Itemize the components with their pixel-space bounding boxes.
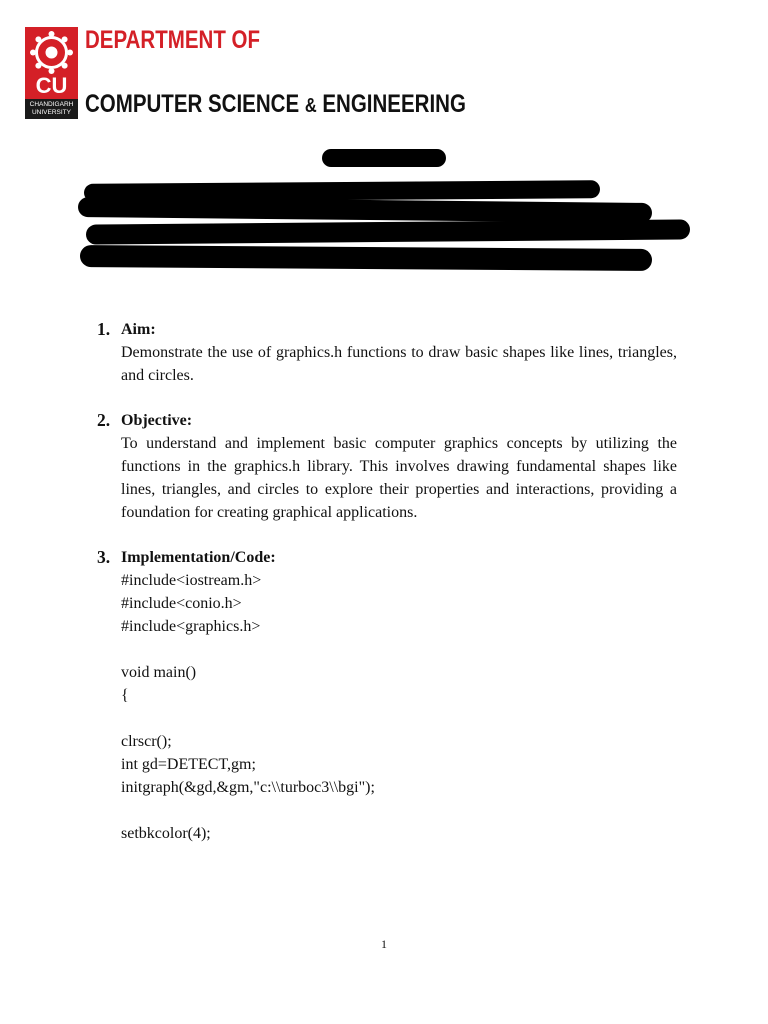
section-heading: Implementation/Code: <box>121 549 276 566</box>
section-heading: Aim: <box>121 321 156 338</box>
dept-name-part2: ENGINEERING <box>316 90 466 118</box>
section-text: Demonstrate the use of graphics.h functions to draw basic shapes like lines, triangles, and circles. <box>121 344 677 384</box>
code-line: initgraph(&gd,&gm,"c:\\turboc3\\bgi"); <box>121 779 375 796</box>
code-line <box>121 707 677 730</box>
redaction-line-4 <box>80 245 652 271</box>
section-heading: Objective: <box>121 412 193 429</box>
page-number: 1 <box>381 937 387 951</box>
redaction-line-2 <box>78 197 652 223</box>
code-line <box>121 799 677 822</box>
section-text: To understand and implement basic computer graphics concepts by utilizing the functions in the graphics.h library. This involves drawing fundamental shapes like lines, triangles, and circles to explore their properties and interactions, providing a foundation for creating graphical applications. <box>121 435 677 521</box>
dept-name-ampersand: & <box>304 95 317 117</box>
redaction-line-3 <box>86 219 690 244</box>
gear-emblem-icon <box>28 29 75 76</box>
section-implementation <box>97 546 677 845</box>
section-number: 2. <box>97 410 111 430</box>
experiment-content <box>97 318 677 867</box>
code-line: setbkcolor(4); <box>121 825 211 842</box>
logo-university-name <box>25 99 78 119</box>
redaction-title <box>322 149 446 167</box>
code-line: void main() <box>121 664 197 681</box>
code-line: int gd=DETECT,gm; <box>121 756 256 773</box>
dept-name-part1: COMPUTER SCIENCE <box>85 90 305 118</box>
code-line: #include<graphics.h> <box>121 618 261 635</box>
section-number: 3. <box>97 547 111 567</box>
section-aim <box>97 318 677 387</box>
logo-subtext-1: CHANDIGARH <box>29 101 74 108</box>
code-line: #include<conio.h> <box>121 595 242 612</box>
department-title-line1: DEPARTMENT OF <box>85 26 261 54</box>
university-logo <box>25 27 78 119</box>
department-title-line2 <box>85 90 466 119</box>
code-line <box>121 638 677 661</box>
section-objective <box>97 409 677 524</box>
logo-subtext-2: UNIVERSITY <box>31 109 71 116</box>
section-number: 1. <box>97 319 111 339</box>
code-line: clrscr(); <box>121 733 172 750</box>
code-line: #include<iostream.h> <box>121 572 262 589</box>
logo-initials: CU <box>35 73 68 98</box>
code-line: { <box>121 687 129 704</box>
